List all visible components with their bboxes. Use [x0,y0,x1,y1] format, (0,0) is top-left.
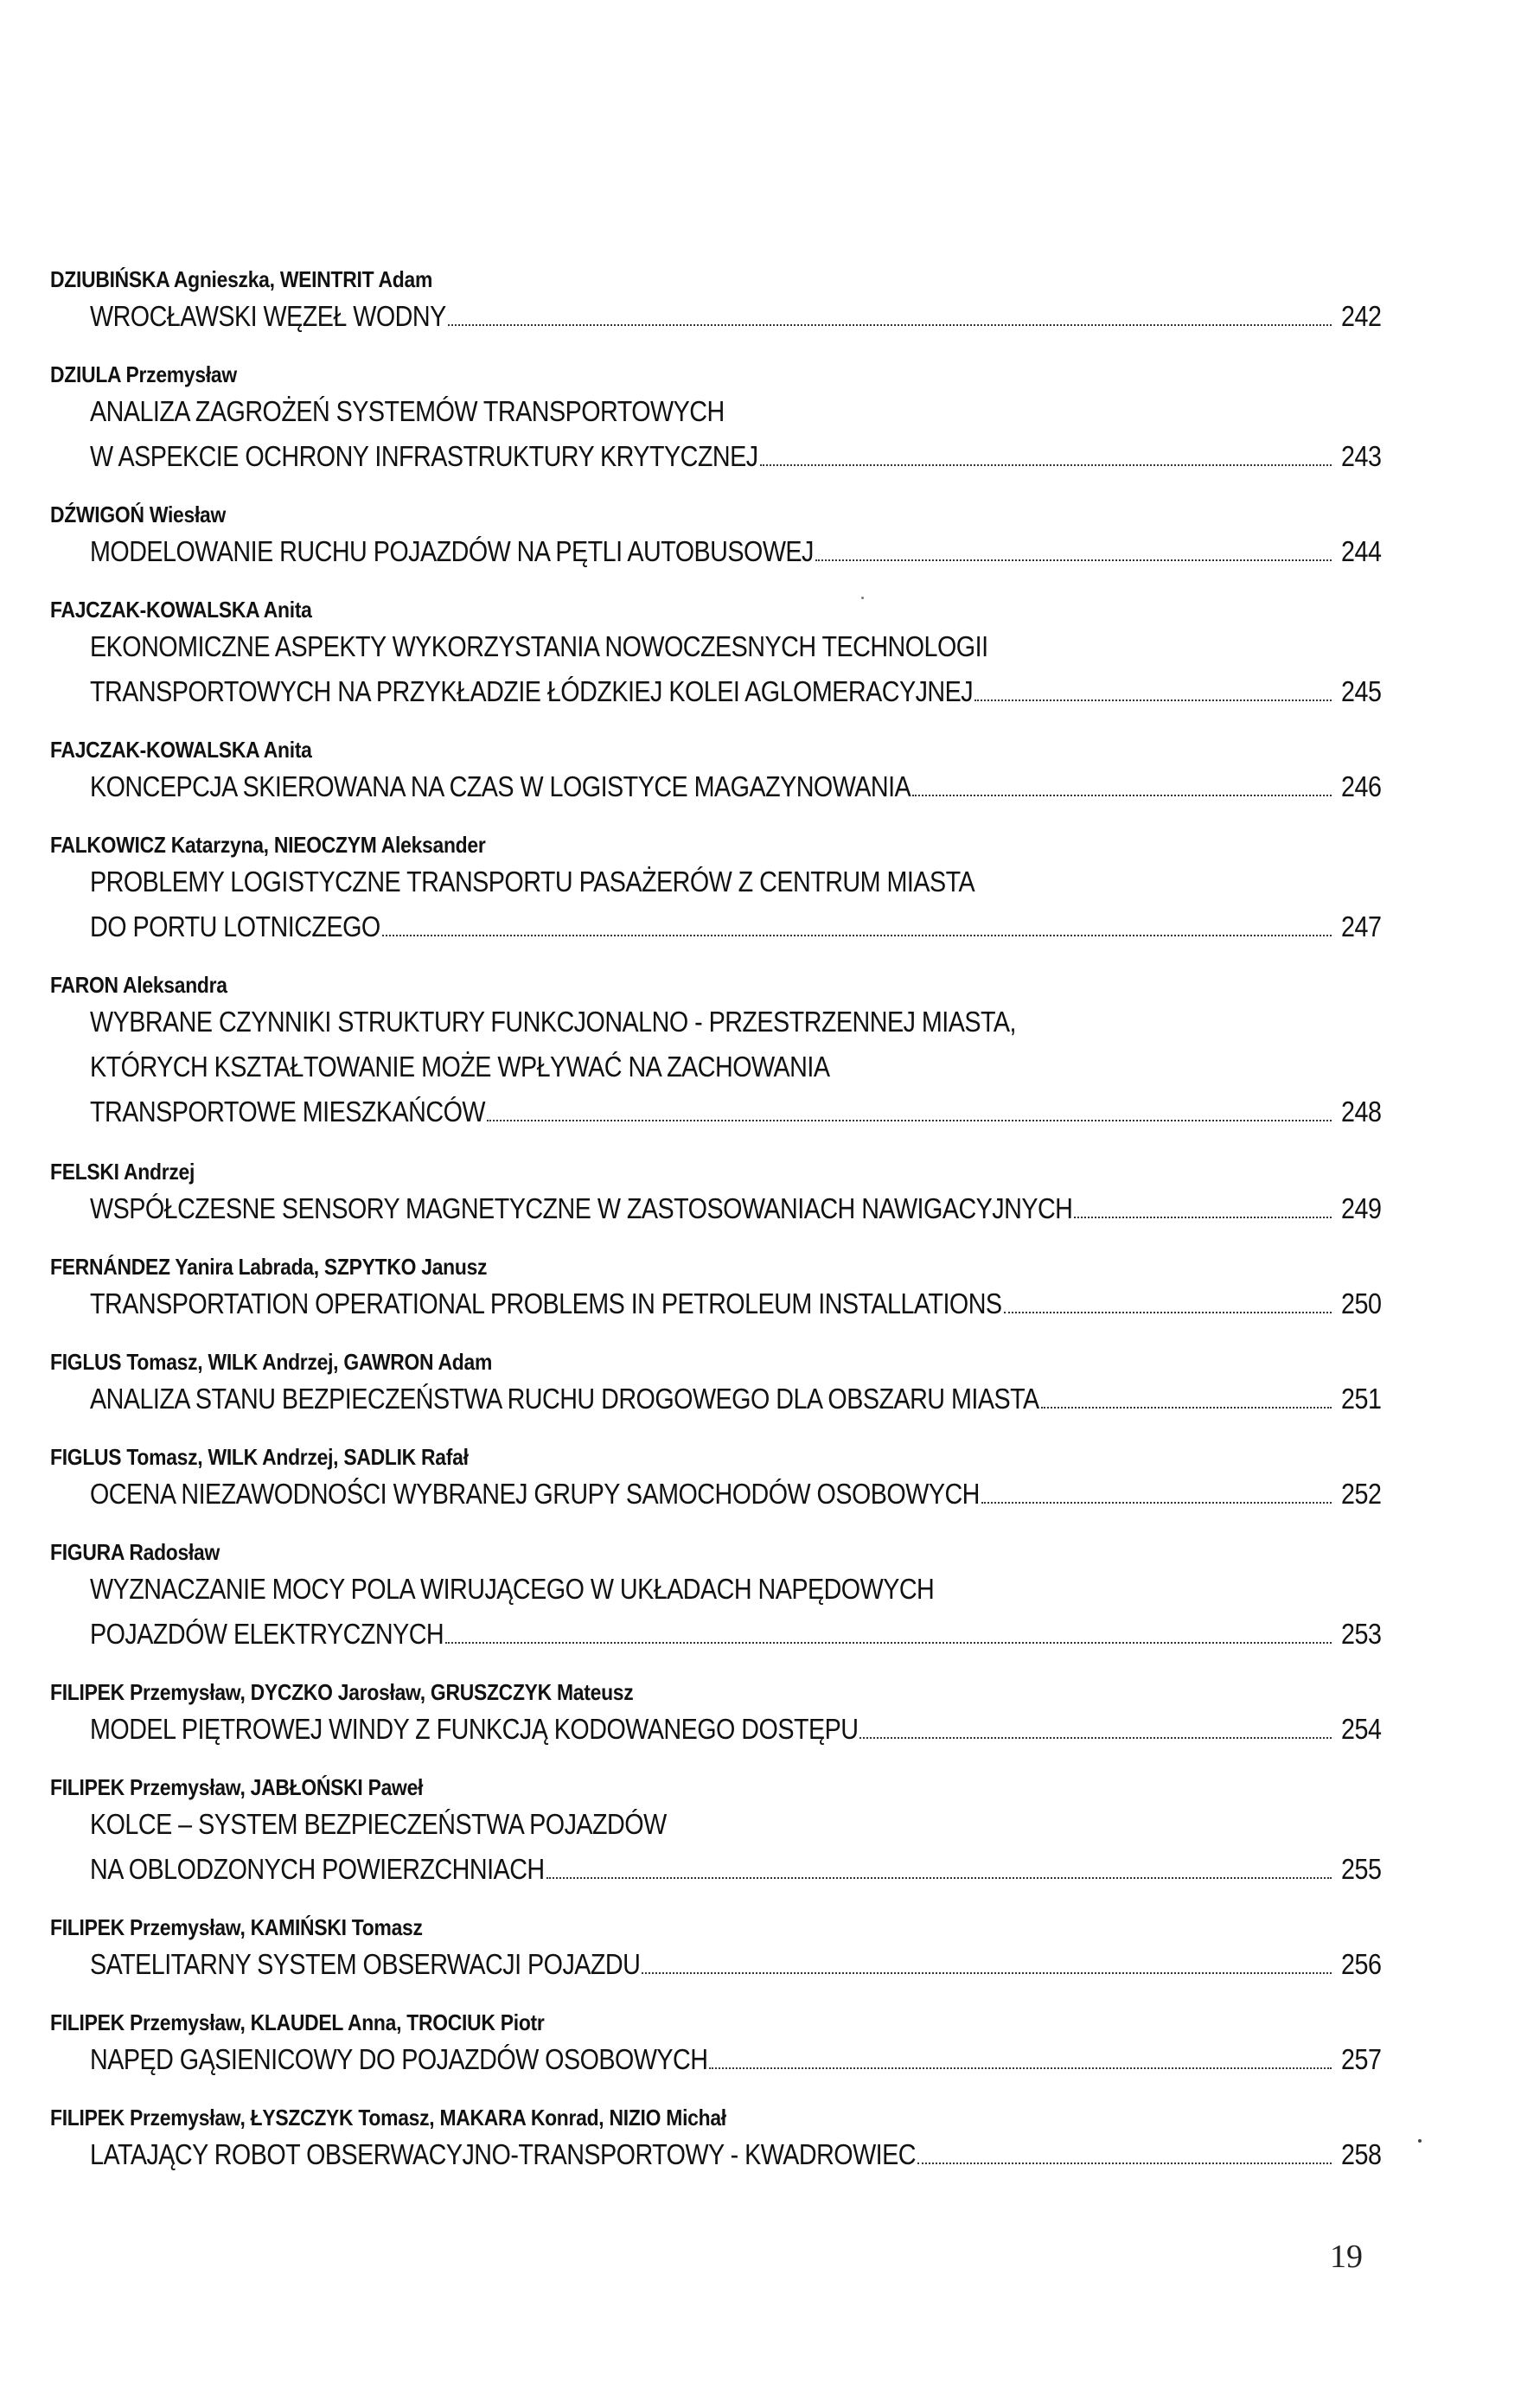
entry-title-text: SATELITARNY SYSTEM OBSERWACJI POJAZDU [90,1948,641,1980]
scan-speck [861,597,864,599]
toc-entry [50,1677,1382,1773]
toc-entry [50,1157,1382,1252]
entry-title-line [90,1044,1382,1089]
entry-title-line [90,1612,1382,1657]
entry-page-ref: 258 [1341,2138,1382,2170]
toc-entry [50,595,1382,735]
dot-leader [917,2137,1332,2164]
entry-title-line [90,2037,1382,2082]
entry-page-ref: 244 [1341,535,1382,567]
entry-title-text: TRANSPORTOWYCH NA PRZYKŁADZIE ŁÓDZKIEJ KOLEI AGLOMERACYJNEJ [90,675,974,707]
entry-title-line [90,1802,1382,1847]
entry-authors: FALKOWICZ Katarzyna, NIEOCZYM Aleksander [50,832,486,858]
entry-title-text: W ASPEKCIE OCHRONY INFRASTRUKTURY KRYTYCZNEJ [90,440,758,472]
scan-speck [1418,2139,1422,2143]
entry-title-text: KOLCE – SYSTEM BEZPIECZEŃSTWA POJAZDÓW [90,1808,667,1840]
entry-page-ref: 250 [1341,1287,1382,1319]
entry-title-text: NA OBLODZONYCH POWIERZCHNIACH [90,1853,545,1885]
entry-title-line [90,529,1382,574]
entry-title-line [90,294,1382,339]
entry-authors: FIGLUS Tomasz, WILK Andrzej, SADLIK Rafał [50,1444,469,1470]
entry-title-text: TRANSPORTATION OPERATIONAL PROBLEMS IN PETROLEUM INSTALLATIONS [90,1287,1002,1319]
entry-title-text: POJAZDÓW ELEKTRYCZNYCH [90,1618,444,1650]
entry-title-text: NAPĘD GĄSIENICOWY DO POJAZDÓW OSOBOWYCH [90,2043,708,2075]
entry-title-line [90,1942,1382,1987]
entry-title-text: KTÓRYCH KSZTAŁTOWANIE MOŻE WPŁYWAĆ NA ZACHOWANIA [90,1051,830,1083]
entry-authors: FARON Aleksandra [50,972,227,998]
entry-page-ref: 253 [1341,1618,1382,1650]
entry-authors: FILIPEK Przemysław, KAMIŃSKI Tomasz [50,1914,423,1940]
entry-page-ref: 243 [1341,440,1382,472]
entry-page-ref: 254 [1341,1713,1382,1745]
entry-authors: FELSKI Andrzej [50,1159,195,1185]
entry-title-line [90,389,1382,434]
dot-leader [1041,1381,1332,1409]
entry-title-text: WROCŁAWSKI WĘZEŁ WODNY [90,300,446,332]
toc-entry [50,970,1382,1157]
entry-title-text: WYBRANE CZYNNIKI STRUKTURY FUNKCJONALNO - PRZESTRZENNEJ MIASTA, [90,1006,1016,1038]
dot-leader [815,533,1332,561]
entry-title-line [90,1472,1382,1517]
toc-entry [50,1442,1382,1537]
entry-authors: FIGURA Radosław [50,1539,220,1565]
toc-entry [50,830,1382,970]
entry-title-text: OCENA NIEZAWODNOŚCI WYBRANEJ GRUPY SAMOCHODÓW OSOBOWYCH [90,1478,980,1510]
entry-page-ref: 245 [1341,675,1382,707]
entry-page-ref: 252 [1341,1478,1382,1510]
entry-title-text: TRANSPORTOWE MIESZKAŃCÓW [90,1096,485,1128]
entry-title-text: DO PORTU LOTNICZEGO [90,910,380,942]
dot-leader [445,1616,1332,1644]
entry-authors: DZIULA Przemysław [50,361,237,387]
entry-authors: FIGLUS Tomasz, WILK Andrzej, GAWRON Adam [50,1349,493,1375]
entry-title-line [90,1089,1382,1134]
entry-title-line [90,1186,1382,1231]
entry-authors: FILIPEK Przemysław, DYCZKO Jarosław, GRUSZCZYK Mateusz [50,1679,634,1705]
entry-page-ref: 249 [1341,1192,1382,1224]
entry-title-text: WSPÓŁCZESNE SENSORY MAGNETYCZNE W ZASTOSOWANIACH NAWIGACYJNYCH [90,1192,1073,1224]
table-of-contents [50,265,1382,2198]
entry-title-text: EKONOMICZNE ASPEKTY WYKORZYSTANIA NOWOCZESNYCH TECHNOLOGII [90,630,988,662]
dot-leader [487,1094,1332,1121]
toc-entry [50,735,1382,830]
dot-leader [981,1476,1332,1504]
entry-page-ref: 246 [1341,770,1382,802]
toc-entry [50,2008,1382,2103]
entry-title-line [90,1000,1382,1044]
entry-title-text: KONCEPCJA SKIEROWANA NA CZAS W LOGISTYCE MAGAZYNOWANIA [90,770,911,802]
entry-authors: FILIPEK Przemysław, KLAUDEL Anna, TROCIUK Piotr [50,2009,545,2035]
entry-title-line [90,1847,1382,1892]
entry-authors: FAJCZAK-KOWALSKA Anita [50,597,312,623]
entry-title-text: ANALIZA ZAGROŻEŃ SYSTEMÓW TRANSPORTOWYCH [90,395,725,427]
toc-entry [50,1347,1382,1442]
toc-entry [50,360,1382,500]
entry-page-ref: 251 [1341,1383,1382,1415]
entry-authors: FAJCZAK-KOWALSKA Anita [50,737,312,763]
dot-leader [760,438,1332,466]
entry-title-line [90,859,1382,904]
entry-title-line [90,764,1382,809]
entry-title-text: WYZNACZANIE MOCY POLA WIRUJĄCEGO W UKŁADACH NAPĘDOWYCH [90,1573,935,1605]
entry-title-line [90,1377,1382,1421]
dot-leader [382,909,1332,936]
entry-title-line [90,434,1382,479]
entry-page-ref: 255 [1341,1853,1382,1885]
dot-leader [546,1851,1332,1879]
entry-title-line [90,1281,1382,1326]
dot-leader [912,769,1332,796]
entry-page-ref: 257 [1341,2043,1382,2075]
entry-authors: FILIPEK Przemysław, JABŁOŃSKI Paweł [50,1774,424,1800]
dot-leader [1004,1286,1332,1313]
dot-leader [642,1946,1332,1974]
entry-authors: DŹWIGOŃ Wiesław [50,501,227,527]
entry-title-text: PROBLEMY LOGISTYCZNE TRANSPORTU PASAŻERÓW Z CENTRUM MIASTA [90,866,975,898]
entry-title-text: ANALIZA STANU BEZPIECZEŃSTWA RUCHU DROGOWEGO DLA OBSZARU MIASTA [90,1383,1039,1415]
entry-authors: FERNÁNDEZ Yanira Labrada, SZPYTKO Janusz [50,1254,488,1280]
dot-leader [709,2041,1332,2069]
entry-title-line [90,1567,1382,1612]
entry-title-line [90,1707,1382,1752]
entry-page-ref: 247 [1341,910,1382,942]
entry-title-line [90,669,1382,714]
toc-entry [50,1537,1382,1677]
toc-entry [50,1913,1382,2008]
dot-leader [859,1711,1332,1739]
entry-authors: DZIUBIŃSKA Agnieszka, WEINTRIT Adam [50,266,433,292]
page-number: 19 [1330,2239,1363,2275]
entry-title-text: LATAJĄCY ROBOT OBSERWACYJNO-TRANSPORTOWY - KWADROWIEC [90,2138,916,2170]
dot-leader [974,674,1332,701]
toc-entry [50,500,1382,595]
entry-title-line [90,904,1382,949]
entry-title-line [90,624,1382,669]
entry-authors: FILIPEK Przemysław, ŁYSZCZYK Tomasz, MAKARA Konrad, NIZIO Michał [50,2105,726,2130]
entry-title-line [90,2132,1382,2177]
entry-title-text: MODEL PIĘTROWEJ WINDY Z FUNKCJĄ KODOWANEGO DOSTĘPU [90,1713,859,1745]
toc-entry [50,1773,1382,1913]
toc-entry [50,265,1382,360]
entry-page-ref: 242 [1341,300,1382,332]
toc-entry [50,1252,1382,1347]
entry-page-ref: 256 [1341,1948,1382,1980]
toc-entry [50,2103,1382,2198]
entry-page-ref: 248 [1341,1096,1382,1128]
dot-leader [1074,1191,1332,1218]
entry-title-text: MODELOWANIE RUCHU POJAZDÓW NA PĘTLI AUTOBUSOWEJ [90,535,814,567]
dot-leader [448,298,1332,326]
